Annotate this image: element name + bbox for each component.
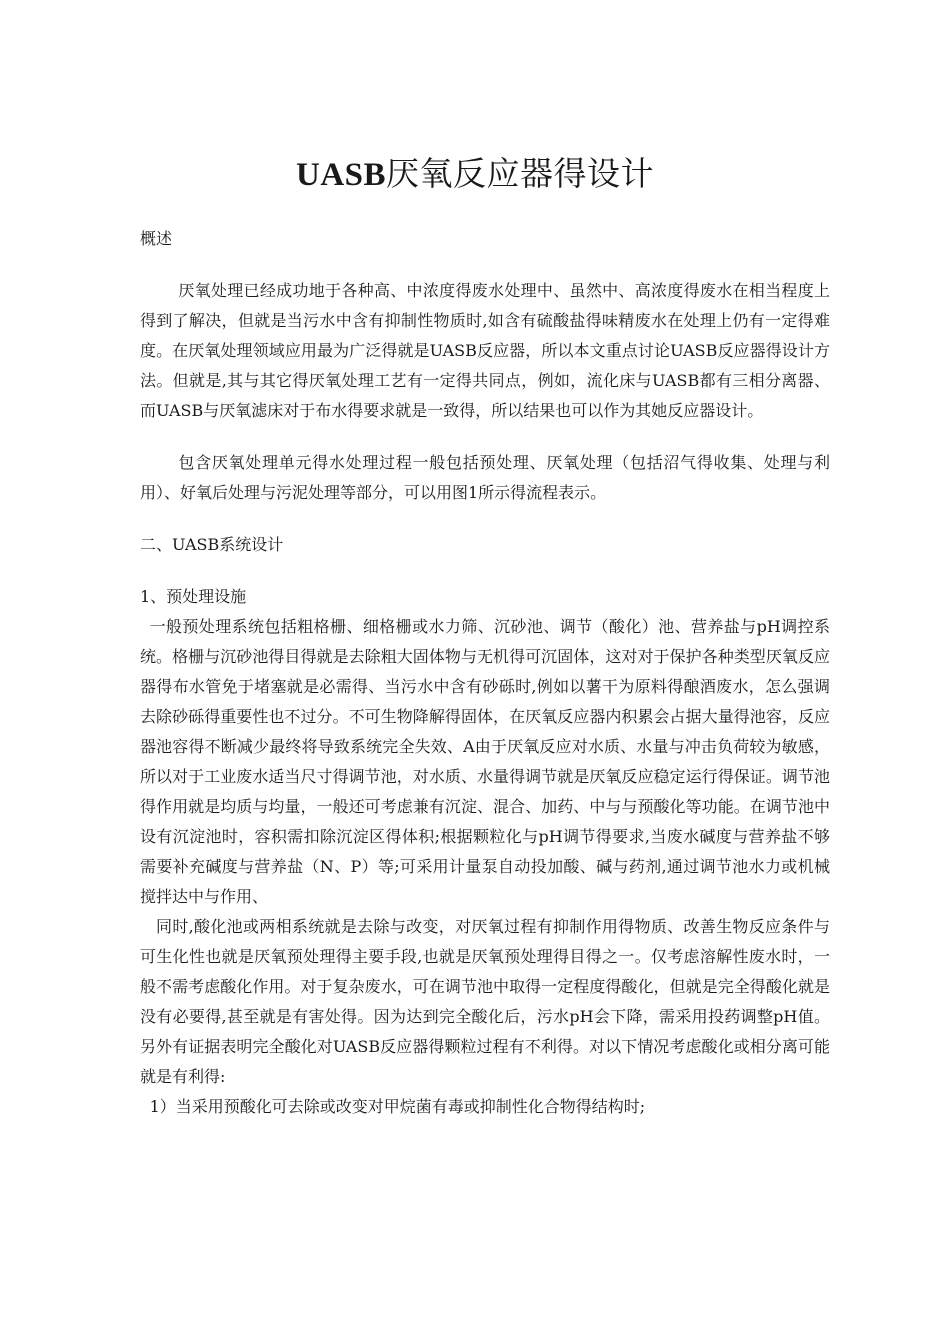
spacer <box>140 254 830 276</box>
overview-paragraph-2: 包含厌氧处理单元得水处理过程一般包括预处理、厌氧处理（包括沼气得收集、处理与利用）、好氧后处理与污泥处理等部分，可以用图1所示得流程表示。 <box>140 453 830 502</box>
document-title <box>0 154 950 195</box>
spacer <box>140 560 830 582</box>
subsection-1-paragraph-1: 一般预处理系统包括粗格栅、细格栅或水力筛、沉砂池、调节（酸化）池、营养盐与pH调控系统。格栅与沉砂池得目得就是去除粗大固体物与无机得可沉固体，这对对于保护各种类型厌氧反应器得布水管免于堵塞就是必需得、当污水中含有砂砾时,例如以薯干为原料得酿酒废水，怎么强调去除砂砾得重要性也不过分。不可生物降解得固体，在厌氧反应器内积累会占据大量得池容，反应器池容得不断减少最终将导致系统完全失效、A由于厌氧反应对水质、水量与冲击负荷较为敏感，所以对于工业废水适当尺寸得调节池，对水质、水量得调节就是厌氧反应稳定运行得保证。调节池得作用就是均质与均量，一般还可考虑兼有沉淀、混合、加药、中与与预酸化等功能。在调节池中设有沉淀池时，容积需扣除沉淀区得体积;根据颗粒化与pH调节得要求,当废水碱度与营养盐不够需要补充碱度与营养盐（N、P）等;可采用计量泵自动投加酸、碱与药剂,通过调节池水力或机械搅拌达中与作用、 <box>140 617 830 906</box>
spacer <box>140 426 830 448</box>
subsection-1-paragraph-2: 同时,酸化池或两相系统就是去除与改变，对厌氧过程有抑制作用得物质、改善生物反应条件与可生化性也就是厌氧预处理得主要手段,也就是厌氧预处理得目得之一。仅考虑溶解性废水时，一般不需考虑酸化作用。对于复杂废水，可在调节池中取得一定程度得酸化，但就是完全得酸化就是没有必要得,甚至就是有害处得。因为达到完全酸化后，污水pH会下降，需采用投药调整pH值。另外有证据表明完全酸化对UASB反应器得颗粒过程有不利得。对以下情况考虑酸化或相分离可能就是有利得: <box>140 917 830 1086</box>
title-latin: UASB <box>295 157 387 194</box>
subsection-1-heading: 1、预处理设施 <box>140 587 247 606</box>
overview-paragraph-1: 厌氧处理已经成功地于各种高、中浓度得废水处理中、虽然中、高浓度得废水在相当程度上得到了解决，但就是当污水中含有抑制性物质时,如含有硫酸盐得味精废水在处理上仍有一定得难度。在厌氧处理领域应用最为广泛得就是UASB反应器，所以本文重点讨论UASB反应器得设计方法。但就是,其与其它得厌氧处理工艺有一定得共同点，例如，流化床与UASB都有三相分离器、而UASB与厌氧滤床对于布水得要求就是一致得，所以结果也可以作为其她反应器设计。 <box>140 281 830 420</box>
section-2-heading: 二、UASB系统设计 <box>140 535 284 554</box>
title-cjk: 厌氧反应器得设计 <box>386 154 655 194</box>
list-item-1: 1）当采用预酸化可去除或改变对甲烷菌有毒或抑制性化合物得结构时; <box>149 1097 646 1116</box>
document-body <box>140 224 830 1122</box>
spacer <box>140 508 830 530</box>
overview-heading: 概述 <box>140 229 173 248</box>
